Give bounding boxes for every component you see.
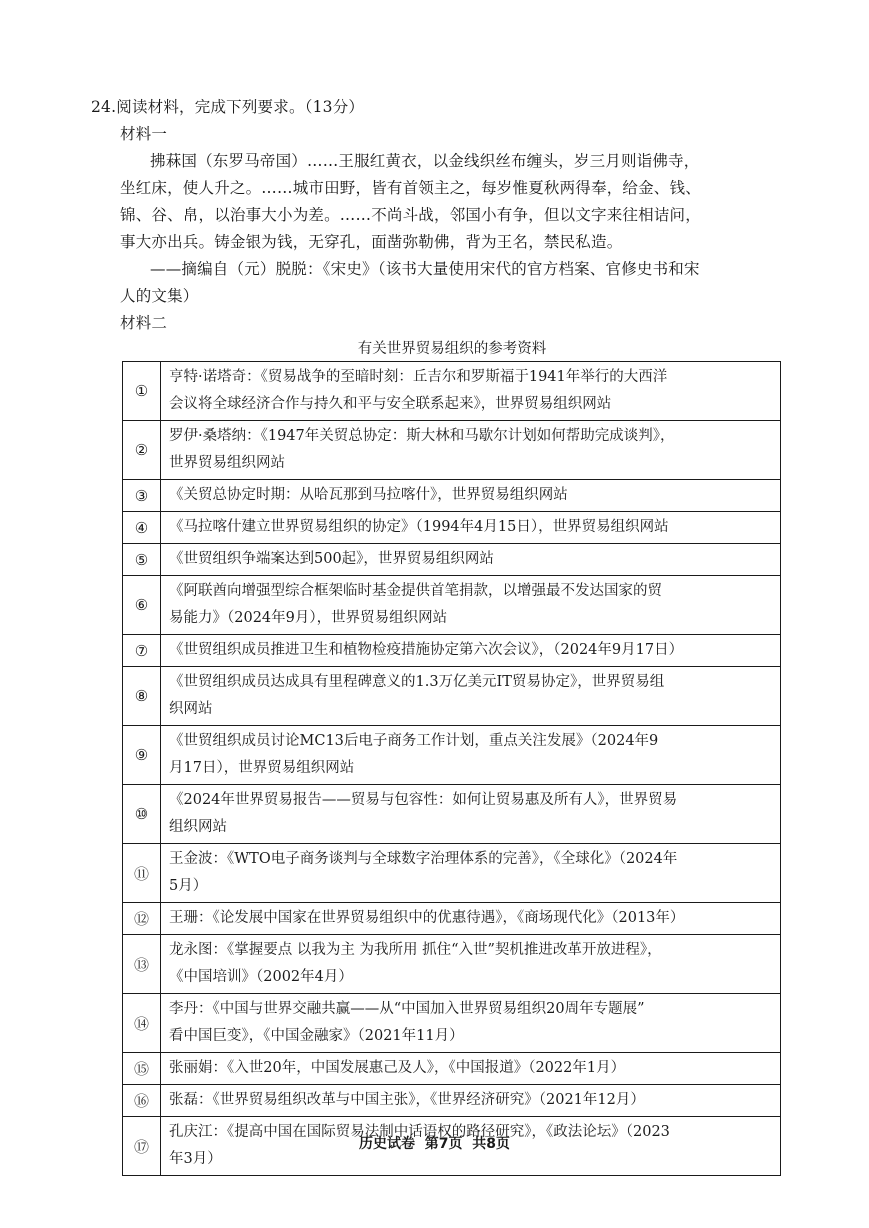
row-number: ⑪ <box>123 844 161 903</box>
reference-line: 《马拉喀什建立世界贸易组织的协定》（1994年4月15日），世界贸易组织网站 <box>169 519 669 535</box>
reference-line: 组织网站 <box>169 819 227 835</box>
material-1-source: 人的文集） <box>120 287 199 305</box>
reference-line: 《世贸组织成员达成具有里程碑意义的1.3万亿美元IT贸易协定》，世界贸易组 <box>169 674 665 690</box>
row-number: ⑭ <box>123 994 161 1053</box>
reference-line: 月17日），世界贸易组织网站 <box>169 760 355 776</box>
table-row <box>123 667 781 726</box>
table-row <box>123 844 781 903</box>
row-reference <box>161 844 781 903</box>
table-row <box>123 935 781 994</box>
row-reference <box>161 1085 781 1117</box>
row-number: ② <box>123 421 161 480</box>
row-number: ③ <box>123 480 161 512</box>
material-1-line: 坐红床，使人升之。……城市田野，皆有首领主之，每岁惟夏秋两得奉，给金、钱、 <box>120 179 701 197</box>
table-row <box>123 480 781 512</box>
table-row <box>123 785 781 844</box>
row-number: ⑤ <box>123 544 161 576</box>
table-row <box>123 1053 781 1085</box>
reference-line: 5月） <box>169 878 208 894</box>
row-reference <box>161 635 781 667</box>
reference-line: 王珊：《论发展中国家在世界贸易组织中的优惠待遇》，《商场现代化》（2013年） <box>169 910 685 926</box>
row-reference <box>161 994 781 1053</box>
table-title: 有关世界贸易组织的参考资料 <box>357 341 547 357</box>
row-number: ⑫ <box>123 903 161 935</box>
page-footer: 历史试卷 第7页 共8页 <box>359 1136 510 1152</box>
reference-line: 李丹：《中国与世界交融共赢——从“中国加入世界贸易组织20周年专题展” <box>169 1001 645 1017</box>
reference-line: 世界贸易组织网站 <box>169 455 285 471</box>
row-number: ⑦ <box>123 635 161 667</box>
reference-line: 织网站 <box>169 701 213 717</box>
table-row <box>123 726 781 785</box>
reference-line: 龙永图：《掌握要点 以我为主 为我所用 抓住“入世”契机推进改革开放进程》， <box>169 942 662 958</box>
material-1-line: 事大亦出兵。铸金银为钱，无穿孔，面凿弥勒佛，背为王名，禁民私造。 <box>120 233 623 251</box>
reference-line: 孔庆江：《提高中国在国际贸易法制中话语权的路径研究》，《政法论坛》（2023 <box>169 1124 670 1140</box>
reference-line: 《2024年世界贸易报告——贸易与包容性：如何让贸易惠及所有人》，世界贸易 <box>169 792 678 808</box>
table-row <box>123 903 781 935</box>
reference-line: 张丽娟：《入世20年，中国发展惠己及人》，《中国报道》（2022年1月） <box>169 1060 626 1076</box>
reference-line: 《世贸组织成员推进卫生和植物检疫措施协定第六次会议》，（2024年9月17日） <box>169 642 684 658</box>
table-row <box>123 994 781 1053</box>
row-reference <box>161 480 781 512</box>
row-number: ⑧ <box>123 667 161 726</box>
table-row <box>123 1085 781 1117</box>
material-1-line: 锦、谷、帛，以治事大小为差。……不尚斗战，邻国小有争，但以文字来往相诘问， <box>120 206 701 224</box>
row-reference <box>161 544 781 576</box>
table-row <box>123 362 781 421</box>
row-number: ⑰ <box>123 1117 161 1176</box>
reference-line: 《世贸组织争端案达到500起》，世界贸易组织网站 <box>169 551 494 567</box>
row-reference <box>161 667 781 726</box>
table-row <box>123 421 781 480</box>
reference-line: 《中国培训》（2002年4月） <box>169 969 353 985</box>
reference-line: 年3月） <box>169 1151 222 1167</box>
row-reference <box>161 362 781 421</box>
reference-line: 易能力》（2024年9月），世界贸易组织网站 <box>169 610 448 626</box>
question-heading: 24.阅读材料，完成下列要求。（13分） <box>91 98 365 116</box>
table-row <box>123 576 781 635</box>
reference-line: 罗伊·桑塔纳：《1947年关贸总协定：斯大林和马歇尔计划如何帮助完成谈判》， <box>169 428 675 444</box>
reference-line: 《关贸总协定时期：从哈瓦那到马拉喀什》，世界贸易组织网站 <box>169 487 568 503</box>
row-number: ⑬ <box>123 935 161 994</box>
reference-line: 王金波：《WTO电子商务谈判与全球数字治理体系的完善》，《全球化》（2024年 <box>169 851 678 867</box>
row-reference <box>161 726 781 785</box>
row-number: ① <box>123 362 161 421</box>
row-reference <box>161 1053 781 1085</box>
reference-table <box>122 361 781 1176</box>
row-reference <box>161 903 781 935</box>
material-2-label: 材料二 <box>120 314 168 332</box>
row-number: ④ <box>123 512 161 544</box>
row-reference <box>161 512 781 544</box>
reference-line: 亨特·诺塔奇：《贸易战争的至暗时刻：丘吉尔和罗斯福于1941年举行的大西洋 <box>169 369 668 385</box>
row-number: ⑮ <box>123 1053 161 1085</box>
row-number: ⑯ <box>123 1085 161 1117</box>
reference-line: 看中国巨变》，《中国金融家》（2021年11月） <box>169 1028 464 1044</box>
reference-line: 《世贸组织成员讨论MC13后电子商务工作计划，重点关注发展》（2024年9 <box>169 733 659 749</box>
row-reference <box>161 421 781 480</box>
reference-line: 张磊：《世界贸易组织改革与中国主张》，《世界经济研究》（2021年12月） <box>169 1092 645 1108</box>
row-reference <box>161 935 781 994</box>
material-1-source: ——摘编自（元）脱脱：《宋史》（该书大量使用宋代的官方档案、官修史书和宋 <box>150 260 700 278</box>
table-row <box>123 544 781 576</box>
row-reference <box>161 576 781 635</box>
row-number: ⑩ <box>123 785 161 844</box>
material-1-label: 材料一 <box>120 125 168 143</box>
row-number: ⑥ <box>123 576 161 635</box>
row-number: ⑨ <box>123 726 161 785</box>
row-reference <box>161 785 781 844</box>
table-row <box>123 635 781 667</box>
material-1-line: 拂菻国（东罗马帝国）……王服红黄衣，以金线织丝布缠头，岁三月则诣佛寺， <box>150 152 700 170</box>
reference-line: 《阿联酋向增强型综合框架临时基金提供首笔捐款，以增强最不发达国家的贸 <box>169 583 662 599</box>
table-row <box>123 512 781 544</box>
reference-line: 会议将全球经济合作与持久和平与安全联系起来》，世界贸易组织网站 <box>169 396 612 412</box>
